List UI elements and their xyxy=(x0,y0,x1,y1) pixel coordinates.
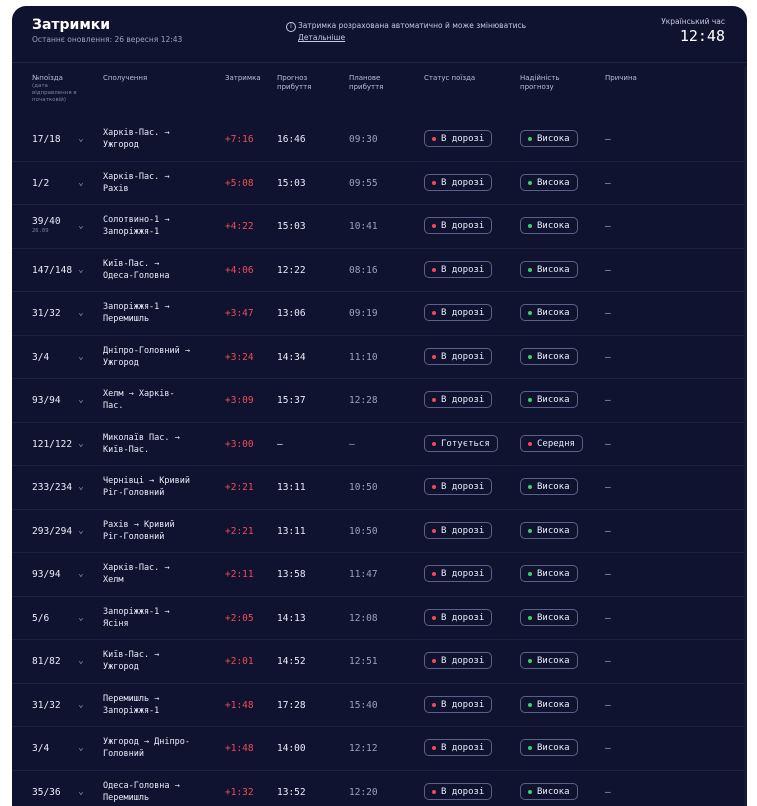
chevron-down-icon[interactable]: ⌄ xyxy=(76,439,86,449)
reliability-dot-icon xyxy=(528,137,532,141)
reliability-text: Висока xyxy=(537,134,570,144)
route xyxy=(103,171,223,195)
train-number-value: 1/2 xyxy=(32,178,49,189)
reliability-badge xyxy=(520,522,578,539)
route-line-2: Ужгород xyxy=(103,661,223,673)
delay-value: +2:01 xyxy=(225,656,254,667)
train-number-value: 121/122 xyxy=(32,439,72,450)
table-row[interactable] xyxy=(12,727,747,771)
reason: – xyxy=(605,787,611,798)
delay-value: +1:32 xyxy=(225,787,254,798)
reason: – xyxy=(605,613,611,624)
route-line-1: Запоріжжя-1 → xyxy=(103,606,223,618)
route xyxy=(103,736,223,760)
status-dot-icon xyxy=(432,355,436,359)
status-text: В дорозі xyxy=(441,265,484,275)
route-line-2: Перемишль xyxy=(103,313,223,325)
status-dot-icon xyxy=(432,659,436,663)
table-row[interactable] xyxy=(12,510,747,554)
status-dot-icon xyxy=(432,790,436,794)
train-number-value: 31/32 xyxy=(32,700,61,711)
reason: – xyxy=(605,656,611,667)
reliability-dot-icon xyxy=(528,398,532,402)
status-text: В дорозі xyxy=(441,482,484,492)
reliability-dot-icon xyxy=(528,355,532,359)
delay-value: +2:21 xyxy=(225,526,254,537)
planned-arrival: 11:47 xyxy=(349,569,378,580)
delays-panel xyxy=(12,6,747,806)
planned-arrival: 10:50 xyxy=(349,482,378,493)
reason: – xyxy=(605,265,611,276)
details-link[interactable]: Детальніше xyxy=(298,32,526,44)
route xyxy=(103,606,223,630)
train-number xyxy=(32,656,61,667)
train-number xyxy=(32,569,61,580)
delay-value: +7:16 xyxy=(225,134,254,145)
planned-arrival: 10:50 xyxy=(349,526,378,537)
forecast-arrival: 12:22 xyxy=(277,265,306,276)
planned-arrival: – xyxy=(349,439,355,450)
table-row[interactable] xyxy=(12,423,747,467)
forecast-arrival: 16:46 xyxy=(277,134,306,145)
delay-value: +2:05 xyxy=(225,613,254,624)
reliability-text: Висока xyxy=(537,787,570,797)
status-text: В дорозі xyxy=(441,700,484,710)
reason: – xyxy=(605,439,611,450)
train-number xyxy=(32,395,61,406)
col-header-status: Статус поїзда xyxy=(424,74,475,83)
chevron-down-icon[interactable]: ⌄ xyxy=(76,221,86,231)
reason: – xyxy=(605,352,611,363)
status-text: Готується xyxy=(441,439,490,449)
delay-value: +1:48 xyxy=(225,743,254,754)
status-dot-icon xyxy=(432,398,436,402)
train-number xyxy=(32,613,49,624)
route-line-1: Харків-Пас. → xyxy=(103,127,223,139)
reliability-dot-icon xyxy=(528,659,532,663)
planned-arrival: 12:51 xyxy=(349,656,378,667)
route xyxy=(103,519,223,543)
train-number xyxy=(32,265,72,276)
last-updated: Останнє оновлення: 26 вересня 12:43 xyxy=(32,35,182,44)
col-header-reason: Причина xyxy=(605,74,637,83)
reliability-text: Висока xyxy=(537,308,570,318)
chevron-down-icon[interactable]: ⌄ xyxy=(76,569,86,579)
route-line-1: Одеса-Головна → xyxy=(103,780,223,792)
table-row[interactable] xyxy=(12,553,747,597)
forecast-arrival: 13:11 xyxy=(277,482,306,493)
status-text: В дорозі xyxy=(441,221,484,231)
delay-value: +3:00 xyxy=(225,439,254,450)
chevron-down-icon[interactable]: ⌄ xyxy=(76,656,86,666)
forecast-arrival: 13:52 xyxy=(277,787,306,798)
train-number xyxy=(32,526,72,537)
route-line-1: Хелм → Харків- xyxy=(103,388,223,400)
route xyxy=(103,649,223,673)
reliability-dot-icon xyxy=(528,572,532,576)
chevron-down-icon[interactable]: ⌄ xyxy=(76,352,86,362)
col-header-planned-arrival: Планове прибуття xyxy=(349,74,399,92)
status-dot-icon xyxy=(432,311,436,315)
status-badge xyxy=(424,217,492,234)
route-line-2: Одеса-Головна xyxy=(103,270,223,282)
reliability-text: Середня xyxy=(537,439,575,449)
table-row[interactable] xyxy=(12,640,747,684)
table-row[interactable] xyxy=(12,597,747,641)
route xyxy=(103,258,223,282)
delay-value: +2:11 xyxy=(225,569,254,580)
col-header-num xyxy=(32,74,88,104)
route-line-2: Ясіня xyxy=(103,618,223,630)
table-row[interactable] xyxy=(12,292,747,336)
planned-arrival: 09:30 xyxy=(349,134,378,145)
scrollbar[interactable] xyxy=(744,66,747,806)
reliability-text: Висока xyxy=(537,700,570,710)
status-text: В дорозі xyxy=(441,613,484,623)
forecast-arrival: 14:52 xyxy=(277,656,306,667)
reason: – xyxy=(605,526,611,537)
status-badge xyxy=(424,130,492,147)
col-header-route: Сполучення xyxy=(103,74,147,83)
delay-value: +2:21 xyxy=(225,482,254,493)
route xyxy=(103,345,223,369)
reliability-text: Висока xyxy=(537,526,570,536)
reliability-badge xyxy=(520,609,578,626)
chevron-down-icon[interactable]: ⌄ xyxy=(76,743,86,753)
notice xyxy=(298,20,526,44)
table-row[interactable] xyxy=(12,684,747,728)
route-line-2: Запоріжжя-1 xyxy=(103,705,223,717)
status-badge xyxy=(424,304,492,321)
status-text: В дорозі xyxy=(441,569,484,579)
forecast-arrival: 14:34 xyxy=(277,352,306,363)
route-line-1: Київ-Пас. → xyxy=(103,258,223,270)
table-row[interactable] xyxy=(12,379,747,423)
reliability-dot-icon xyxy=(528,181,532,185)
status-badge xyxy=(424,783,492,800)
status-dot-icon xyxy=(432,572,436,576)
table-row[interactable] xyxy=(12,771,747,806)
train-number-value: 3/4 xyxy=(32,743,49,754)
route-line-2: Хелм xyxy=(103,574,223,586)
route-line-2: Ріг-Головний xyxy=(103,531,223,543)
chevron-down-icon[interactable]: ⌄ xyxy=(76,178,86,188)
status-text: В дорозі xyxy=(441,656,484,666)
route xyxy=(103,562,223,586)
route-line-1: Рахів → Кривий xyxy=(103,519,223,531)
route-line-1: Миколаїв Пас. → xyxy=(103,432,223,444)
status-dot-icon xyxy=(432,746,436,750)
chevron-down-icon[interactable]: ⌄ xyxy=(76,613,86,623)
status-dot-icon xyxy=(432,137,436,141)
delay-value: +4:22 xyxy=(225,221,254,232)
chevron-down-icon[interactable]: ⌄ xyxy=(76,526,86,536)
status-dot-icon xyxy=(432,224,436,228)
status-badge xyxy=(424,391,492,408)
reliability-dot-icon xyxy=(528,529,532,533)
status-badge xyxy=(424,348,492,365)
planned-arrival: 12:20 xyxy=(349,787,378,798)
col-num-sublabel: (дата відправлення в початковій) xyxy=(32,83,88,104)
train-number xyxy=(32,308,61,319)
train-number-value: 93/94 xyxy=(32,395,61,406)
reason: – xyxy=(605,221,611,232)
status-text: В дорозі xyxy=(441,743,484,753)
clock-time: 12:48 xyxy=(680,27,725,45)
train-number xyxy=(32,352,49,363)
reliability-text: Висока xyxy=(537,352,570,362)
reliability-badge xyxy=(520,739,578,756)
chevron-down-icon[interactable]: ⌄ xyxy=(76,265,86,275)
reason: – xyxy=(605,569,611,580)
chevron-down-icon[interactable]: ⌄ xyxy=(76,134,86,144)
train-number xyxy=(32,134,61,145)
reliability-badge xyxy=(520,696,578,713)
status-text: В дорозі xyxy=(441,352,484,362)
forecast-arrival: 15:03 xyxy=(277,221,306,232)
route-line-2: Пас. xyxy=(103,400,223,412)
delay-value: +3:24 xyxy=(225,352,254,363)
route-line-2: Головний xyxy=(103,748,223,760)
train-number xyxy=(32,482,72,493)
status-badge xyxy=(424,652,492,669)
reliability-badge xyxy=(520,261,578,278)
reliability-dot-icon xyxy=(528,485,532,489)
train-number xyxy=(32,178,49,189)
reliability-dot-icon xyxy=(528,268,532,272)
status-text: В дорозі xyxy=(441,308,484,318)
forecast-arrival: 14:13 xyxy=(277,613,306,624)
train-number-value: 233/234 xyxy=(32,482,72,493)
reliability-dot-icon xyxy=(528,703,532,707)
train-number-value: 39/40 xyxy=(32,216,61,227)
reliability-text: Висока xyxy=(537,482,570,492)
train-date: 26.09 xyxy=(32,228,61,234)
reliability-text: Висока xyxy=(537,265,570,275)
status-dot-icon xyxy=(432,268,436,272)
planned-arrival: 12:28 xyxy=(349,395,378,406)
chevron-down-icon[interactable]: ⌄ xyxy=(76,395,86,405)
route-line-1: Ужгород → Дніпро- xyxy=(103,736,223,748)
status-text: В дорозі xyxy=(441,787,484,797)
reliability-text: Висока xyxy=(537,569,570,579)
reliability-badge xyxy=(520,435,583,452)
reliability-badge xyxy=(520,565,578,582)
planned-arrival: 09:55 xyxy=(349,178,378,189)
route xyxy=(103,693,223,717)
status-badge xyxy=(424,522,492,539)
chevron-down-icon[interactable]: ⌄ xyxy=(76,700,86,710)
planned-arrival: 11:10 xyxy=(349,352,378,363)
header xyxy=(12,6,747,58)
reliability-dot-icon xyxy=(528,616,532,620)
reliability-badge xyxy=(520,217,578,234)
planned-arrival: 12:12 xyxy=(349,743,378,754)
reliability-badge xyxy=(520,652,578,669)
col-header-reliability: Надійність прогнозу xyxy=(520,74,580,92)
page-title: Затримки xyxy=(32,17,110,33)
train-number xyxy=(32,700,61,711)
route-line-1: Запоріжжя-1 → xyxy=(103,301,223,313)
reason: – xyxy=(605,743,611,754)
status-text: В дорозі xyxy=(441,395,484,405)
reliability-dot-icon xyxy=(528,442,532,446)
col-num-label: №поїзда xyxy=(32,74,63,82)
col-header-delay: Затримка xyxy=(225,74,261,83)
status-badge xyxy=(424,435,498,452)
info-icon: i xyxy=(286,22,296,32)
train-number xyxy=(32,787,61,798)
reliability-dot-icon xyxy=(528,311,532,315)
status-dot-icon xyxy=(432,703,436,707)
planned-arrival: 09:19 xyxy=(349,308,378,319)
train-number-value: 17/18 xyxy=(32,134,61,145)
train-number-value: 293/294 xyxy=(32,526,72,537)
forecast-arrival: – xyxy=(277,439,283,450)
forecast-arrival: 15:03 xyxy=(277,178,306,189)
reason: – xyxy=(605,134,611,145)
route xyxy=(103,475,223,499)
delays-table xyxy=(12,118,747,806)
train-number xyxy=(32,439,72,450)
reliability-text: Висока xyxy=(537,613,570,623)
table-row[interactable] xyxy=(12,118,747,162)
route-line-1: Київ-Пас. → xyxy=(103,649,223,661)
delay-value: +4:06 xyxy=(225,265,254,276)
train-number-value: 93/94 xyxy=(32,569,61,580)
clock-label: Український час xyxy=(661,17,725,26)
table-row[interactable] xyxy=(12,162,747,206)
status-text: В дорозі xyxy=(441,526,484,536)
status-text: В дорозі xyxy=(441,134,484,144)
table-row[interactable] xyxy=(12,249,747,293)
status-badge xyxy=(424,696,492,713)
notice-text: Затримка розрахована автоматично й може змінюватись xyxy=(298,21,526,30)
delay-value: +3:47 xyxy=(225,308,254,319)
reliability-badge xyxy=(520,391,578,408)
status-badge xyxy=(424,609,492,626)
train-number-value: 3/4 xyxy=(32,352,49,363)
train-number xyxy=(32,216,61,234)
reliability-dot-icon xyxy=(528,224,532,228)
route-line-2: Рахів xyxy=(103,183,223,195)
reason: – xyxy=(605,395,611,406)
reliability-text: Висока xyxy=(537,178,570,188)
planned-arrival: 12:08 xyxy=(349,613,378,624)
status-badge xyxy=(424,739,492,756)
header-divider xyxy=(12,62,747,63)
route xyxy=(103,388,223,412)
route-line-1: Солотвино-1 → xyxy=(103,214,223,226)
col-header-forecast-arrival: Прогноз прибуття xyxy=(277,74,327,92)
planned-arrival: 10:41 xyxy=(349,221,378,232)
table-row[interactable] xyxy=(12,205,747,249)
planned-arrival: 15:40 xyxy=(349,700,378,711)
forecast-arrival: 17:28 xyxy=(277,700,306,711)
train-number-value: 147/148 xyxy=(32,265,72,276)
reliability-badge xyxy=(520,174,578,191)
chevron-down-icon[interactable]: ⌄ xyxy=(76,482,86,492)
status-dot-icon xyxy=(432,529,436,533)
delay-value: +3:09 xyxy=(225,395,254,406)
reason: – xyxy=(605,178,611,189)
status-badge xyxy=(424,565,492,582)
reliability-badge xyxy=(520,348,578,365)
chevron-down-icon[interactable]: ⌄ xyxy=(76,308,86,318)
route-line-2: Ужгород xyxy=(103,357,223,369)
forecast-arrival: 14:00 xyxy=(277,743,306,754)
forecast-arrival: 13:58 xyxy=(277,569,306,580)
planned-arrival: 08:16 xyxy=(349,265,378,276)
reliability-badge xyxy=(520,130,578,147)
train-number xyxy=(32,743,49,754)
reliability-text: Висока xyxy=(537,395,570,405)
table-row[interactable] xyxy=(12,336,747,380)
reason: – xyxy=(605,700,611,711)
route xyxy=(103,127,223,151)
forecast-arrival: 15:37 xyxy=(277,395,306,406)
route-line-2: Київ-Пас. xyxy=(103,444,223,456)
delay-value: +1:48 xyxy=(225,700,254,711)
reliability-badge xyxy=(520,304,578,321)
status-dot-icon xyxy=(432,181,436,185)
status-badge xyxy=(424,478,492,495)
forecast-arrival: 13:11 xyxy=(277,526,306,537)
route xyxy=(103,301,223,325)
status-badge xyxy=(424,174,492,191)
reason: – xyxy=(605,482,611,493)
delay-value: +5:08 xyxy=(225,178,254,189)
status-badge xyxy=(424,261,492,278)
route xyxy=(103,432,223,456)
reliability-badge xyxy=(520,478,578,495)
status-text: В дорозі xyxy=(441,178,484,188)
route-line-2: Ужгород xyxy=(103,139,223,151)
reliability-dot-icon xyxy=(528,746,532,750)
status-dot-icon xyxy=(432,616,436,620)
reliability-dot-icon xyxy=(528,790,532,794)
route-line-1: Харків-Пас. → xyxy=(103,171,223,183)
chevron-down-icon[interactable]: ⌄ xyxy=(76,787,86,797)
route xyxy=(103,214,223,238)
reliability-badge xyxy=(520,783,578,800)
route-line-2: Перемишль xyxy=(103,792,223,804)
status-dot-icon xyxy=(432,442,436,446)
train-number-value: 5/6 xyxy=(32,613,49,624)
route-line-1: Харків-Пас. → xyxy=(103,562,223,574)
table-row[interactable] xyxy=(12,466,747,510)
reliability-text: Висока xyxy=(537,743,570,753)
train-number-value: 81/82 xyxy=(32,656,61,667)
train-number-value: 31/32 xyxy=(32,308,61,319)
route-line-1: Перемишль → xyxy=(103,693,223,705)
train-number-value: 35/36 xyxy=(32,787,61,798)
route-line-1: Чернівці → Кривий xyxy=(103,475,223,487)
reliability-text: Висока xyxy=(537,656,570,666)
route-line-1: Дніпро-Головний → xyxy=(103,345,223,357)
route-line-2: Ріг-Головний xyxy=(103,487,223,499)
reliability-text: Висока xyxy=(537,221,570,231)
reason: – xyxy=(605,308,611,319)
forecast-arrival: 13:06 xyxy=(277,308,306,319)
status-dot-icon xyxy=(432,485,436,489)
route-line-2: Запоріжжя-1 xyxy=(103,226,223,238)
